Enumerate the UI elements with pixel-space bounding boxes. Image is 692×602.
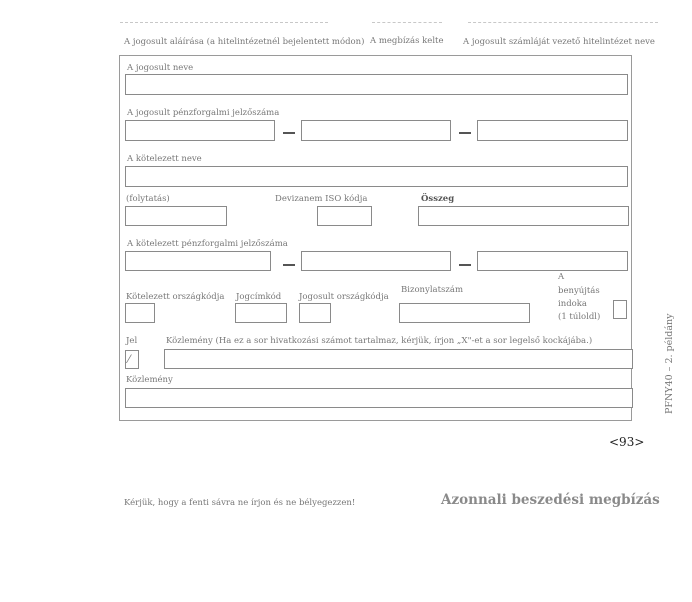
notice-instruction-label: Közlemény (Ha ez a sor hivatkozási számot tartalmaz, kérjük, írjon „X"-et a sor legelső kockájába.): [166, 336, 593, 346]
beneficiary-account-field-1[interactable]: [125, 120, 275, 141]
amount-field[interactable]: [418, 206, 629, 226]
amount-label: Összeg: [421, 194, 455, 204]
beneficiary-name-field[interactable]: [125, 74, 628, 95]
account-separator: [283, 264, 295, 266]
continuation-field[interactable]: [125, 206, 227, 226]
submission-reason-label: benyújtás: [558, 286, 600, 296]
form-code-label: PFNY40 – 2. példány: [664, 313, 675, 414]
beneficiary-account-label: A jogosult pénzforgalmi jelzőszáma: [127, 108, 280, 118]
obligor-account-label: A kötelezett pénzforgalmi jelzőszáma: [127, 239, 288, 249]
submission-reason-label: indoka: [558, 299, 587, 309]
notice-field[interactable]: [125, 388, 633, 408]
obligor-name-label: A kötelezett neve: [127, 154, 202, 164]
notice-label: Közlemény: [126, 375, 173, 385]
submission-reason-label: A: [558, 272, 565, 282]
beneficiary-country-field[interactable]: [299, 303, 331, 323]
obligor-account-field-1[interactable]: [125, 251, 271, 271]
bank-name-label: A jogosult számláját vezető hitelintézet neve: [463, 37, 655, 47]
obligor-account-field-2[interactable]: [301, 251, 451, 271]
page-code: <93>: [609, 435, 645, 449]
beneficiary-name-label: A jogosult neve: [127, 63, 194, 73]
mark-label: Jel: [126, 336, 138, 346]
currency-field[interactable]: [317, 206, 372, 226]
submission-reason-label: (1 túloldl): [558, 312, 601, 322]
beneficiary-country-label: Jogosult országkódja: [299, 292, 389, 302]
document-number-field[interactable]: [399, 303, 530, 323]
form-title: Azonnali beszedési megbízás: [441, 492, 660, 508]
account-separator: [459, 132, 471, 134]
obligor-account-field-3[interactable]: [477, 251, 628, 271]
signature-line: [120, 22, 328, 23]
currency-label: Devizanem ISO kódja: [275, 194, 368, 204]
obligor-country-label: Kötelezett országkódja: [126, 292, 225, 302]
legal-code-field[interactable]: [235, 303, 287, 323]
signature-label: A jogosult aláírása (a hitelintézetnél bejelentett módon): [124, 37, 365, 47]
obligor-country-field[interactable]: [125, 303, 155, 323]
account-separator: [459, 264, 471, 266]
continuation-label: (folytatás): [126, 194, 170, 204]
beneficiary-account-field-2[interactable]: [301, 120, 451, 141]
obligor-name-field[interactable]: [125, 166, 628, 187]
x-mark-icon: ⁄: [128, 353, 130, 366]
bank-name-line: [468, 22, 658, 23]
legal-code-label: Jogcímkód: [236, 292, 282, 302]
date-label: A megbízás kelte: [370, 36, 444, 46]
footer-note: Kérjük, hogy a fenti sávra ne írjon és ne bélyegezzen!: [124, 498, 356, 508]
notice-reference-field[interactable]: [164, 349, 633, 369]
reference-mark-box[interactable]: [125, 350, 139, 369]
beneficiary-account-field-3[interactable]: [477, 120, 628, 141]
account-separator: [283, 132, 295, 134]
submission-reason-checkbox[interactable]: [613, 300, 627, 319]
document-number-label: Bizonylatszám: [401, 285, 464, 295]
date-line: [372, 22, 442, 23]
